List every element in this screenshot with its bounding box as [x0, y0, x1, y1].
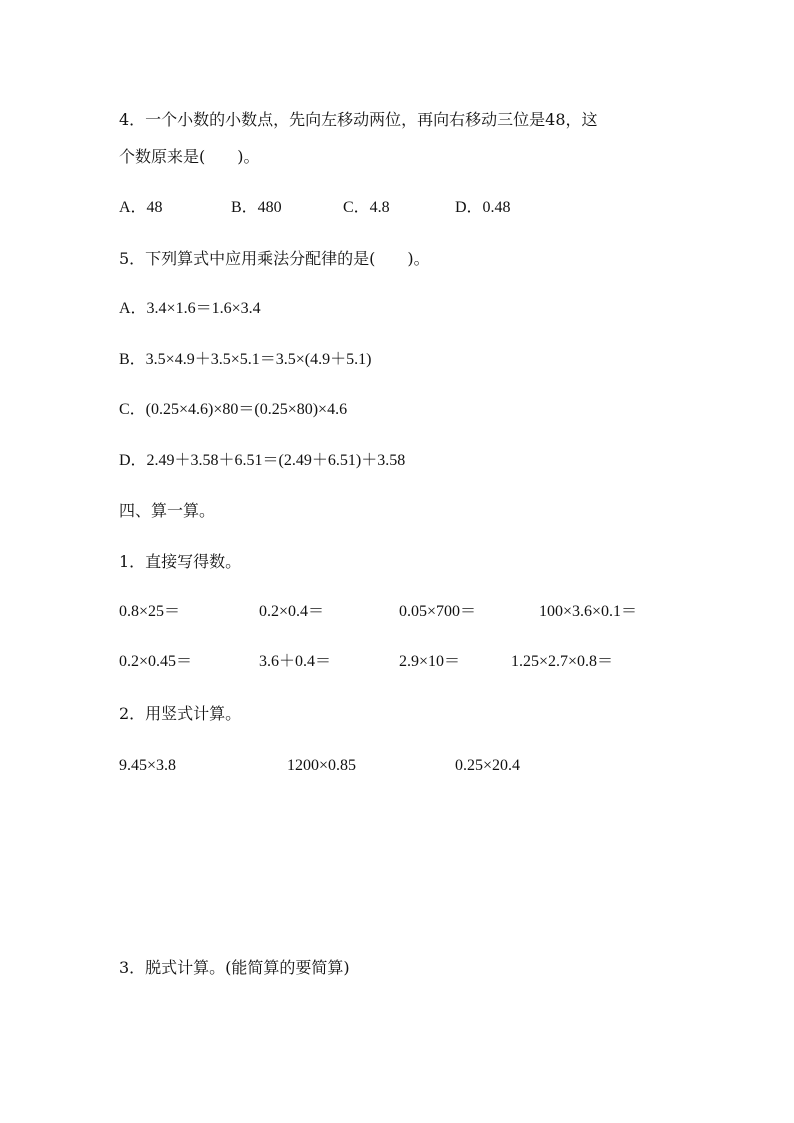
- part3-title: 3．脱式计算。(能简算的要简算): [119, 958, 350, 977]
- mental-math-item: 3.6＋0.4＝: [259, 653, 332, 670]
- mental-math-item: 2.9×10＝: [399, 653, 461, 670]
- q4-option-c: C．4.8: [343, 199, 390, 216]
- part2-title: 2．用竖式计算。: [119, 704, 242, 723]
- q5-option-b: B．3.5×4.9＋3.5×5.1＝3.5×(4.9＋5.1): [119, 351, 372, 368]
- mental-math-item: 0.2×0.45＝: [119, 653, 193, 670]
- mental-math-item: 1.25×2.7×0.8＝: [511, 653, 614, 670]
- q4-stem-line1: 4．一个小数的小数点，先向左移动两位，再向右移动三位是48，这: [119, 110, 598, 129]
- mental-math-item: 0.2×0.4＝: [259, 603, 325, 620]
- q4-stem-line2: 个数原来是( )。: [119, 147, 260, 166]
- mental-math-item: 100×3.6×0.1＝: [539, 603, 638, 620]
- q4-option-b: B．480: [231, 199, 282, 216]
- vertical-calc-problem: 9.45×3.8: [119, 757, 177, 774]
- q5-option-a: A．3.4×1.6＝1.6×3.4: [119, 300, 261, 317]
- section4-title: 四、算一算。: [119, 501, 216, 520]
- mental-math-item: 0.05×700＝: [399, 603, 477, 620]
- q4-option-d: D．0.48: [455, 199, 511, 216]
- mental-math-item: 0.8×25＝: [119, 603, 181, 620]
- part1-title: 1．直接写得数。: [119, 552, 242, 571]
- vertical-calc-problem: 1200×0.85: [287, 757, 357, 774]
- q4-option-a: A．48: [119, 199, 163, 216]
- q5-option-c: C．(0.25×4.6)×80＝(0.25×80)×4.6: [119, 401, 348, 418]
- q5-option-d: D．2.49＋3.58＋6.51＝(2.49＋6.51)＋3.58: [119, 452, 406, 469]
- q5-stem: 5．下列算式中应用乘法分配律的是( )。: [119, 249, 430, 268]
- vertical-calc-problem: 0.25×20.4: [455, 757, 521, 774]
